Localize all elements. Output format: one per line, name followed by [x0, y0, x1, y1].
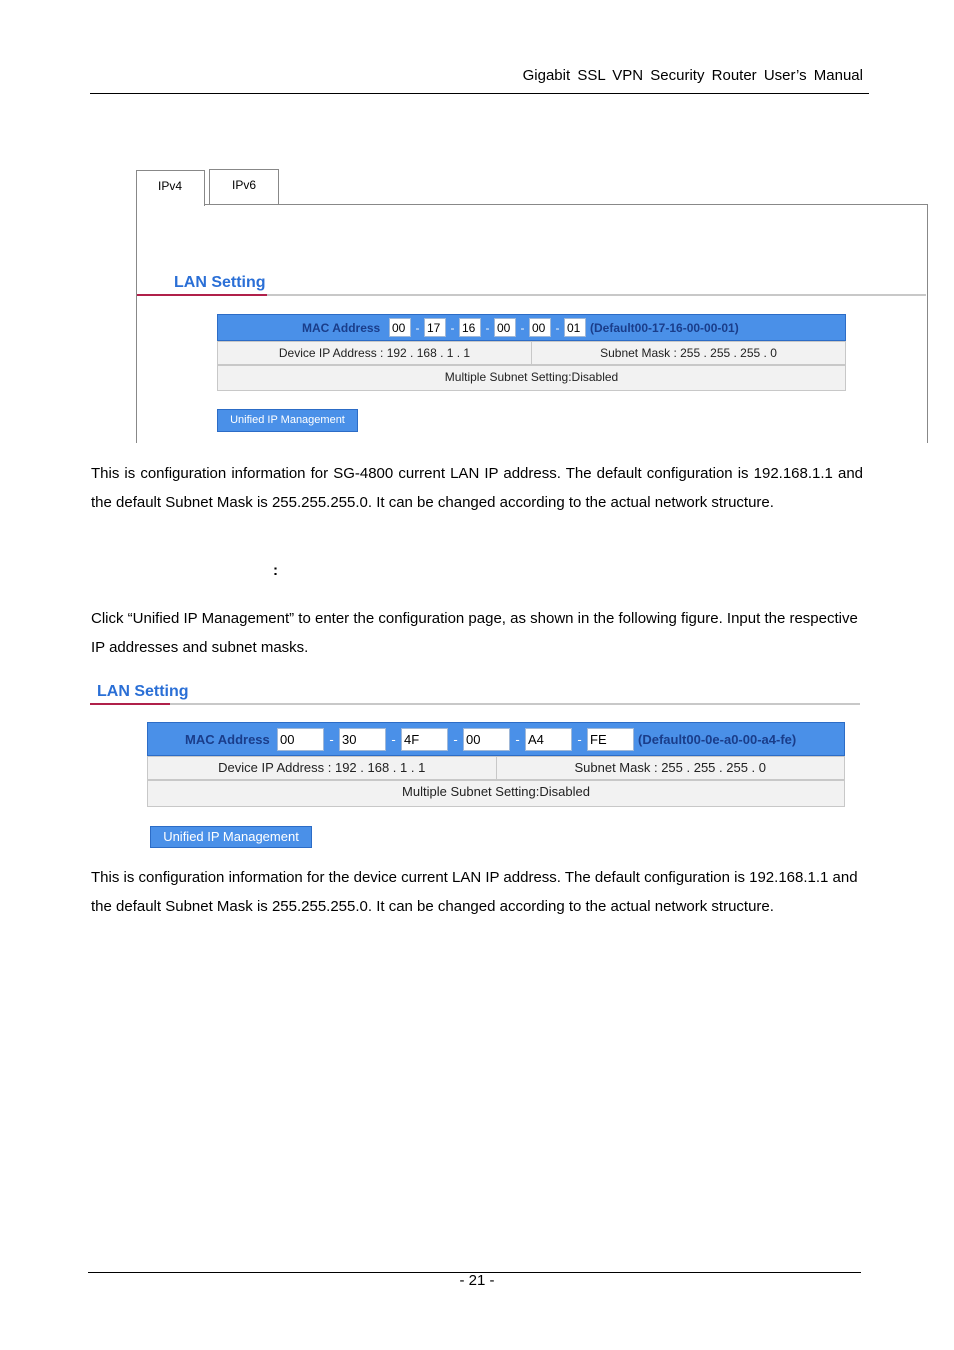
device-ip-address: Device IP Address : 192 . 168 . 1 . 1	[218, 760, 426, 775]
mac-address-row	[217, 314, 846, 341]
mac-octet-3-input[interactable]: 4F	[401, 728, 448, 751]
mac-octet-5-input[interactable]: A4	[525, 728, 572, 751]
section-divider	[90, 703, 860, 705]
multiple-subnet-setting: Multiple Subnet Setting:Disabled	[444, 370, 619, 384]
subnet-mask: Subnet Mask : 255 . 255 . 255 . 0	[531, 342, 845, 364]
ip-info-row	[147, 756, 845, 780]
panel-border-left	[136, 205, 137, 443]
panel-border-top	[205, 204, 928, 205]
mac-octet-2-input[interactable]: 17	[424, 318, 446, 337]
section-title-lan-setting: LAN Setting	[97, 683, 189, 700]
panel-border-right	[927, 204, 928, 443]
mac-separator: -	[515, 731, 520, 747]
mac-separator: -	[577, 731, 582, 747]
mac-separator: -	[415, 320, 420, 335]
paragraph-device-lan-info: This is configuration information for the device current LAN IP address. The default configuration is 192.168.1.1 and the default Subnet Mask is 255.255.255.0. It can be changed according to the actual network structure.	[91, 869, 858, 915]
subnet-mask: Subnet Mask : 255 . 255 . 255 . 0	[496, 757, 845, 779]
unified-ip-management-button[interactable]: Unified IP Management	[217, 409, 358, 432]
mac-octet-4-input[interactable]: 00	[494, 318, 516, 337]
mac-address-label: MAC Address	[302, 320, 381, 335]
tab-ipv4[interactable]: IPv4	[136, 170, 205, 206]
mac-separator: -	[485, 320, 490, 335]
device-ip-address: Device IP Address : 192 . 168 . 1 . 1	[278, 346, 471, 360]
mac-separator: -	[520, 320, 525, 335]
manual-title: Gigabit SSL VPN Security Router User’s Manual	[522, 67, 863, 84]
mac-address-label: MAC Address	[185, 731, 270, 747]
section-divider-accent	[90, 703, 170, 705]
mac-default-value: (Default00-17-16-00-00-01)	[590, 320, 739, 335]
ip-info-row	[217, 341, 846, 365]
multiple-subnet-row	[217, 365, 846, 391]
mac-separator: -	[450, 320, 455, 335]
tab-ipv6[interactable]: IPv6	[209, 169, 279, 204]
paragraph-instructions: Click “Unified IP Management” to enter the configuration page, as shown in the following figure. Input the respective IP addresses and subnet masks.	[91, 610, 858, 656]
mac-address-row	[147, 722, 845, 756]
mac-octet-1-input[interactable]: 00	[277, 728, 324, 751]
mac-separator: -	[391, 731, 396, 747]
mac-octet-5-input[interactable]: 00	[529, 318, 551, 337]
paragraph-lan-info: This is configuration information for SG-4800 current LAN IP address. The default configuration is 192.168.1.1 and the default Subnet Mask is 255.255.255.0. It can be changed according to the actual network structure.	[91, 465, 863, 511]
unified-ip-management-button[interactable]: Unified IP Management	[150, 826, 312, 848]
section-divider-accent	[137, 294, 267, 296]
mac-default-value: (Default00-0e-a0-00-a4-fe)	[638, 731, 797, 747]
mac-octet-1-input[interactable]: 00	[389, 318, 411, 337]
multiple-subnet-row	[147, 780, 845, 807]
header-divider	[90, 93, 869, 94]
section-title-lan-setting: LAN Setting	[174, 274, 266, 291]
multiple-subnet-setting: Multiple Subnet Setting:Disabled	[402, 784, 590, 799]
mac-octet-6-input[interactable]: FE	[587, 728, 634, 751]
heading-colon: :	[273, 562, 278, 579]
mac-separator: -	[329, 731, 334, 747]
mac-octet-2-input[interactable]: 30	[339, 728, 386, 751]
mac-octet-3-input[interactable]: 16	[459, 318, 481, 337]
mac-octet-6-input[interactable]: 01	[564, 318, 586, 337]
mac-separator: -	[453, 731, 458, 747]
page-number: - 21 -	[459, 1272, 495, 1289]
mac-separator: -	[555, 320, 560, 335]
mac-octet-4-input[interactable]: 00	[463, 728, 510, 751]
